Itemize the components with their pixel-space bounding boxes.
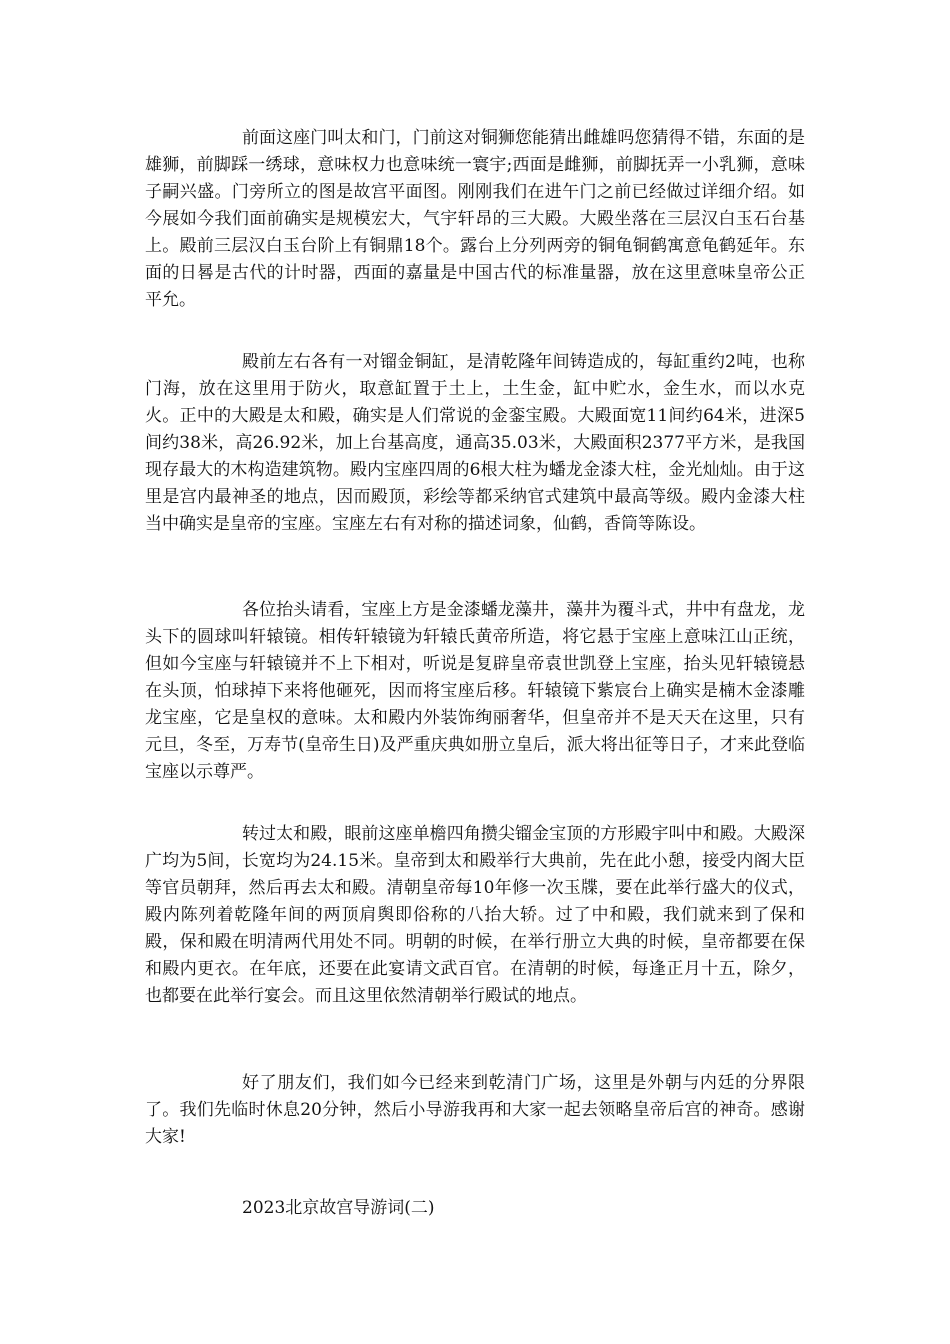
paragraph-taihe-hall: 殿前左右各有一对镏金铜缸，是清乾隆年间铸造成的，每缸重约2吨，也称门海，放在这里用于防火，取意缸置于土上，土生金，缸中贮水，金生水，而以水克火。正中的大殿是太和殿，确实是人们常说的金銮宝殿。大殿面宽11间约64米，进深5间约38米，高26.92米，加上台基高度，通高35.03米，大殿面积2377平方米，是我国现存最大的木构造建筑物。殿内宝座四周的6根大柱为蟠龙金漆大柱，金光灿灿。由于这里是宫内最神圣的地点，因而殿顶，彩绘等都采纳官式建筑中最高等级。殿内金漆大柱当中确实是皇帝的宝座。宝座左右有对称的描述词象，仙鹤，香筒等陈设。	[145, 352, 805, 534]
paragraph-taihe-gate: 前面这座门叫太和门，门前这对铜狮您能猜出雌雄吗您猜得不错，东面的是雄狮，前脚踩一绣球，意味权力也意味统一寰宇;西面是雌狮，前脚抚弄一小乳狮，意味子嗣兴盛。门旁所立的图是故宫平面图。刚刚我们在进午门之前已经做过详细介绍。如今展如今我们面前确实是规模宏大，气宇轩昂的三大殿。大殿坐落在三层汉白玉石台基上。殿前三层汉白玉台阶上有铜鼎18个。露台上分列两旁的铜龟铜鹤寓意龟鹤延年。东面的日晷是古代的计时器，西面的嘉量是中国古代的标准量器，放在这里意味皇帝公正平允。	[145, 128, 805, 310]
next-section-title: 2023北京故宫导游词(二)	[242, 1198, 435, 1218]
paragraph-throne-caisson: 各位抬头请看，宝座上方是金漆蟠龙藻井，藻井为覆斗式，井中有盘龙，龙头下的圆球叫轩辕镜。相传轩辕镜为轩辕氏黄帝所造，将它悬于宝座上意味江山正统，但如今宝座与轩辕镜并不上下相对，听说是复辟皇帝袁世凯登上宝座，抬头见轩辕镜悬在头顶，怕球掉下来将他砸死，因而将宝座后移。轩辕镜下紫宸台上确实是楠木金漆雕龙宝座，它是皇权的意味。太和殿内外装饰绚丽奢华，但皇帝并不是天天在这里，只有元旦，冬至，万寿节(皇帝生日)及严重庆典如册立皇后，派大将出征等日子，才来此登临宝座以示尊严。	[145, 600, 805, 782]
paragraph-zhonghe-baohe: 转过太和殿，眼前这座单檐四角攒尖镏金宝顶的方形殿宇叫中和殿。大殿深广均为5间，长宽均为24.15米。皇帝到太和殿举行大典前，先在此小憩，接受内阁大臣等官员朝拜，然后再去太和殿。清朝皇帝每10年修一次玉牒，要在此举行盛大的仪式，殿内陈列着乾隆年间的两顶肩舆即俗称的八抬大轿。过了中和殿，我们就来到了保和殿，保和殿在明清两代用处不同。明朝的时候，在举行册立大典的时候，皇帝都要在保和殿内更衣。在年底，还要在此宴请文武百官。在清朝的时候，每逢正月十五，除夕，也都要在此举行宴会。而且这里依然清朝举行殿试的地点。	[145, 824, 805, 1006]
paragraph-closing: 好了朋友们，我们如今已经来到乾清门广场，这里是外朝与内廷的分界限了。我们先临时休息20分钟，然后小导游我再和大家一起去领略皇帝后宫的神奇。感谢大家!	[145, 1073, 805, 1147]
